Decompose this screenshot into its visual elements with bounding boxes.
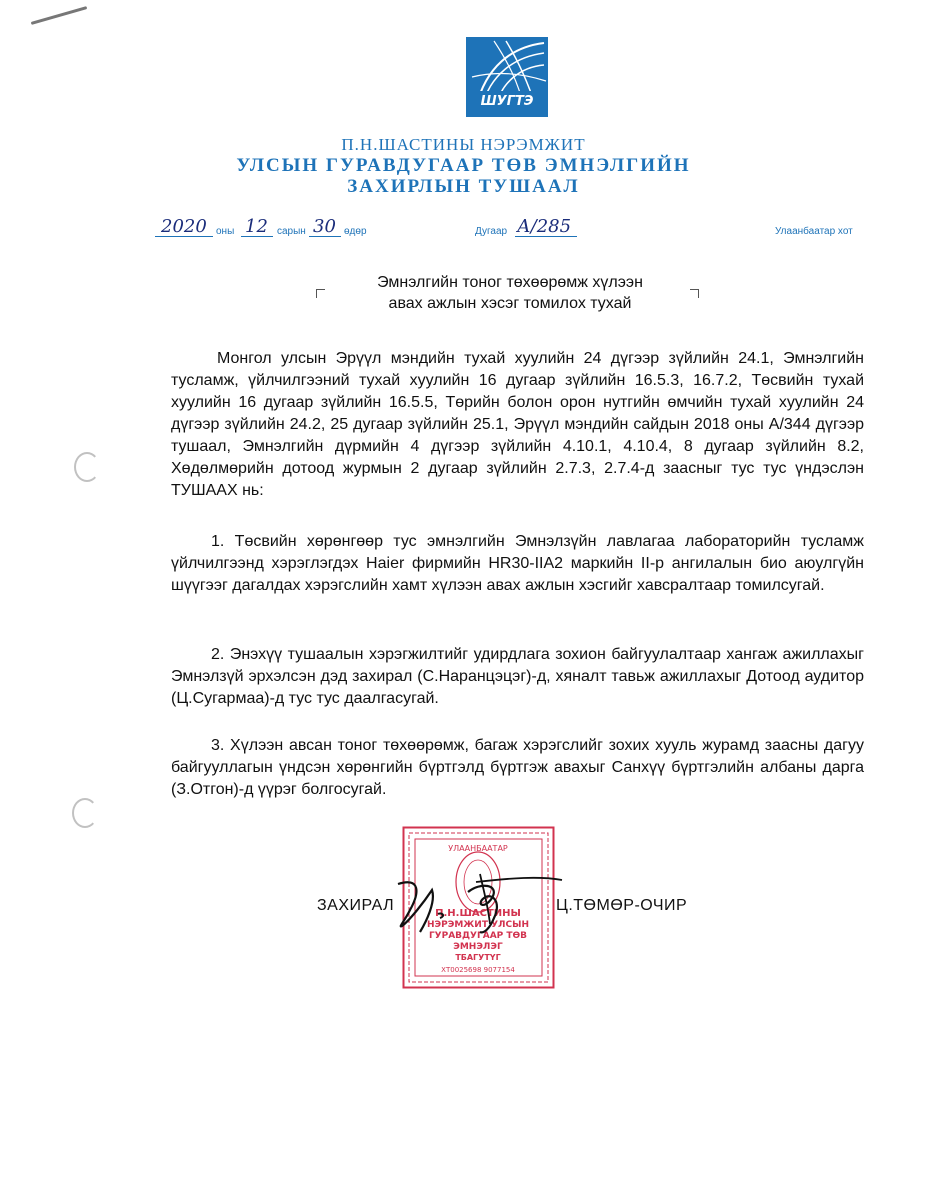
handwritten-signature	[380, 862, 565, 942]
subject-line-2: авах ажлын хэсэг томилох тухай	[388, 295, 632, 312]
stamp-line: ТБАГУТҮГ	[455, 953, 501, 962]
subject-line-1: Эмнэлгийн тоног төхөөрөмж хүлээн	[377, 274, 643, 291]
order-item-1: 1. Төсвийн хөрөнгөөр тус эмнэлгийн Эмнэлзүйн лавлагаа лабораторийн тусламж үйлчилгээнд хэрэглэгдэх Haier фирмийн HR30-IIA2 маркийн II-р ангилалын био аюулгүйн шүүгээг дагалдах хэрэгслийн хамт хүлээн авах ажлын хэсгийг хавсралтаар томилсугай.	[171, 533, 864, 594]
hospital-logo	[466, 37, 548, 117]
date-year: 2020	[161, 216, 207, 237]
order-item-3: 3. Хүлээн авсан тоног төхөөрөмж, багаж хэрэгслийг зохих хууль журамд заасны дагуу байгууллагын үндсэн хөрөнгийн бүртгэлд бүртгэж авахыг Санхүү бүртгэлийн албаны дарга (З.Отгон)-д үүрэг болгосугай.	[171, 737, 864, 798]
punch-hole-mark	[74, 452, 100, 482]
year-label: оны	[216, 226, 235, 237]
scan-mark	[31, 6, 88, 25]
header-line-1: П.Н.ШАСТИНЫ НЭРЭМЖИТ	[341, 135, 586, 154]
order-subject	[300, 272, 720, 314]
stamp-line: ХТ0025698 9077154	[441, 966, 515, 974]
date-day: 30	[313, 216, 336, 237]
stamp-line: НЭРЭМЖИТ УЛСЫН	[427, 920, 529, 930]
subject-bracket-right	[690, 289, 699, 298]
stamp-line: ГУРАВДУГААР ТӨВ	[428, 931, 528, 941]
subject-bracket-left	[316, 289, 325, 298]
order-item-2: 2. Энэхүү тушаалын хэрэгжилтийг удирдлага зохион байгуулалтаар хангаж ажиллахыг Эмнэлзүй эрхэлсэн дэд захирал (С.Наранцэцэг)-д, хяналт тавьж ажиллахыг Дотоод аудитор (Ц.Сугармаа)-д тус тус даалгасугай.	[171, 646, 864, 707]
stamp-line: П.Н.ШАСТИНЫ	[435, 908, 521, 919]
stamp-line: ЭМНЭЛЭГ	[453, 942, 503, 952]
date-month: 12	[245, 216, 268, 237]
order-number: А/285	[517, 216, 572, 237]
header-line-3: ЗАХИРЛЫН ТУШААЛ	[347, 176, 580, 197]
signature-title: ЗАХИРАЛ	[317, 897, 395, 914]
stamp-top: УЛААНБААТАР	[448, 844, 508, 853]
number-label: Дугаар	[475, 226, 508, 237]
signatory-name: Ц.ТӨМӨР-ОЧИР	[556, 897, 688, 914]
month-label: сарын	[277, 226, 306, 237]
header-line-2: УЛСЫН ГУРАВДУГААР ТӨВ ЭМНЭЛГИЙН	[236, 155, 691, 176]
punch-hole-mark	[72, 798, 98, 828]
date-line	[155, 216, 865, 242]
city-label: Улаанбаатар хот	[775, 226, 853, 237]
day-label: өдөр	[344, 226, 367, 237]
logo-text: ШУГТЭ	[480, 94, 534, 109]
preamble-paragraph: Монгол улсын Эрүүл мэндийн тухай хуулийн 24 дүгээр зүйлийн 24.1, Эмнэлгийн тусламж, үйлчилгээний тухай хуулийн 16 дугаар зүйлийн 16.5.3, 16.7.2, Төсвийн тухай хуулийн 16 дугаар зүйлийн 16.5.5, Төрийн болон орон нутгийн өмчийн тухай хуулийн 24 дүгээр зүйлийн 24.2, 25 дугаар зүйлийн 25.1, Эрүүл мэндийн сайдын 2018 оны А/344 дүгээр тушаал, Эмнэлгийн дүрмийн 4 дүгээр зүйлийн 4.10.1, 4.10.4, 8 дугаар зүйлийн 8.2, Хөдөлмөрийн дотоод журмын 2 дугаар зүйлийн 2.7.3, 2.7.4-д заасныг тус тус үндэслэн ТУШААХ нь:	[171, 350, 864, 499]
